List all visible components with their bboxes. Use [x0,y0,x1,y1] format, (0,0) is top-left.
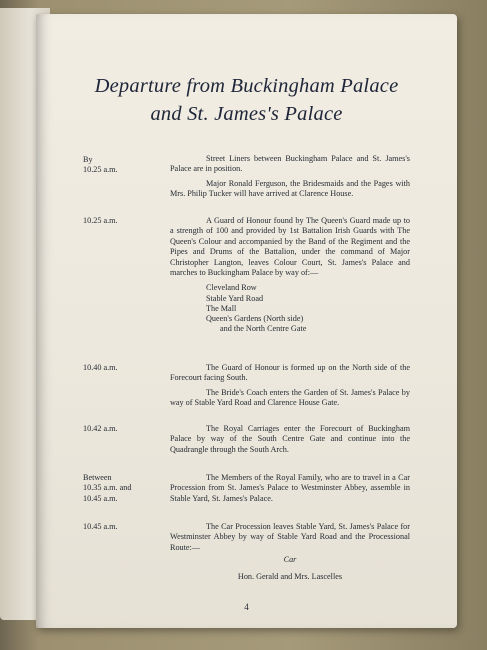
entry-paragraph: The Bride's Coach enters the Garden of St. James's Palace by way of Stable Yard Road and Clarence House Gate. [170,387,410,408]
title-line-2: and St. James's Palace [150,103,343,125]
route-item: Queen's Gardens (North side) [206,314,304,324]
entry-paragraph: Major Ronald Ferguson, the Bridesmaids and the Pages with Mrs. Philip Tucker will have arrived at Clarence House. [170,178,410,199]
route-item: and the North Centre Gate [220,324,307,334]
document-page [36,14,457,628]
page-number: 4 [244,602,249,612]
entry-paragraph: A Guard of Honour found by The Queen's Guard made up to a strength of 100 and provided by 1st Battalion Irish Guards with The Queen's Colour and accompanied by the Band of the Regiment and the Pipes and Drums of the Battalion, under the command of Major Christopher Langton, leaves Colour Court, St. James's Palace and marches to Buckingham Palace by way of:— [170,216,410,278]
entry-body [170,363,410,409]
entry-time-line: By [83,155,93,164]
entry-body [170,424,410,455]
entry-paragraph: The Royal Carriages enter the Forecourt of Buckingham Palace by way of the South Centre Gate and continue into the Quadrangle through the South Arch. [170,424,410,454]
entry-time [83,155,153,176]
page-title [36,72,457,128]
entry-time [83,424,153,434]
route-item: Cleveland Row [206,283,257,293]
entry-time-line: 10.45 a.m. [83,493,118,503]
entry-time-line: 10.42 a.m. [83,424,118,433]
route-item: The Mall [206,303,237,313]
entry-time [83,363,153,373]
route-list [170,283,410,334]
entry-body [170,522,410,582]
procession-subheading: Car [283,555,297,565]
title-line-1: Departure from Buckingham Palace [94,75,399,97]
entry-paragraph: The Guard of Honour is formed up on the North side of the Forecourt facing South. [170,363,410,383]
entry-paragraph: The Car Procession leaves Stable Yard, St. James's Palace for Westminster Abbey by way of Stable Yard Road and the Processional Route:— [170,522,410,552]
entry-time [83,473,153,504]
entry-time-line: 10.25 a.m. [83,165,118,175]
entry-time [83,522,153,532]
entry-time-line: 10.25 a.m. [83,216,118,225]
procession-occupants: Hon. Gerald and Mrs. Lascelles [237,571,343,581]
entry-paragraph: The Members of the Royal Family, who are to travel in a Car Procession from St. James's Palace to Westminster Abbey, assemble in Stable Yard, St. James's Palace. [170,473,410,503]
entry-time [83,216,153,226]
entry-time-line: 10.45 a.m. [83,522,118,531]
entry-paragraph: Street Liners between Buckingham Palace and St. James's Palace are in position. [170,154,410,174]
entry-time-line: 10.35 a.m. and [83,483,132,493]
entry-time-line: Between [83,473,112,482]
entry-time-line: 10.40 a.m. [83,363,118,372]
entry-body [170,154,410,200]
route-item: Stable Yard Road [206,293,264,303]
entry-body [170,473,410,504]
entry-body [170,216,410,334]
